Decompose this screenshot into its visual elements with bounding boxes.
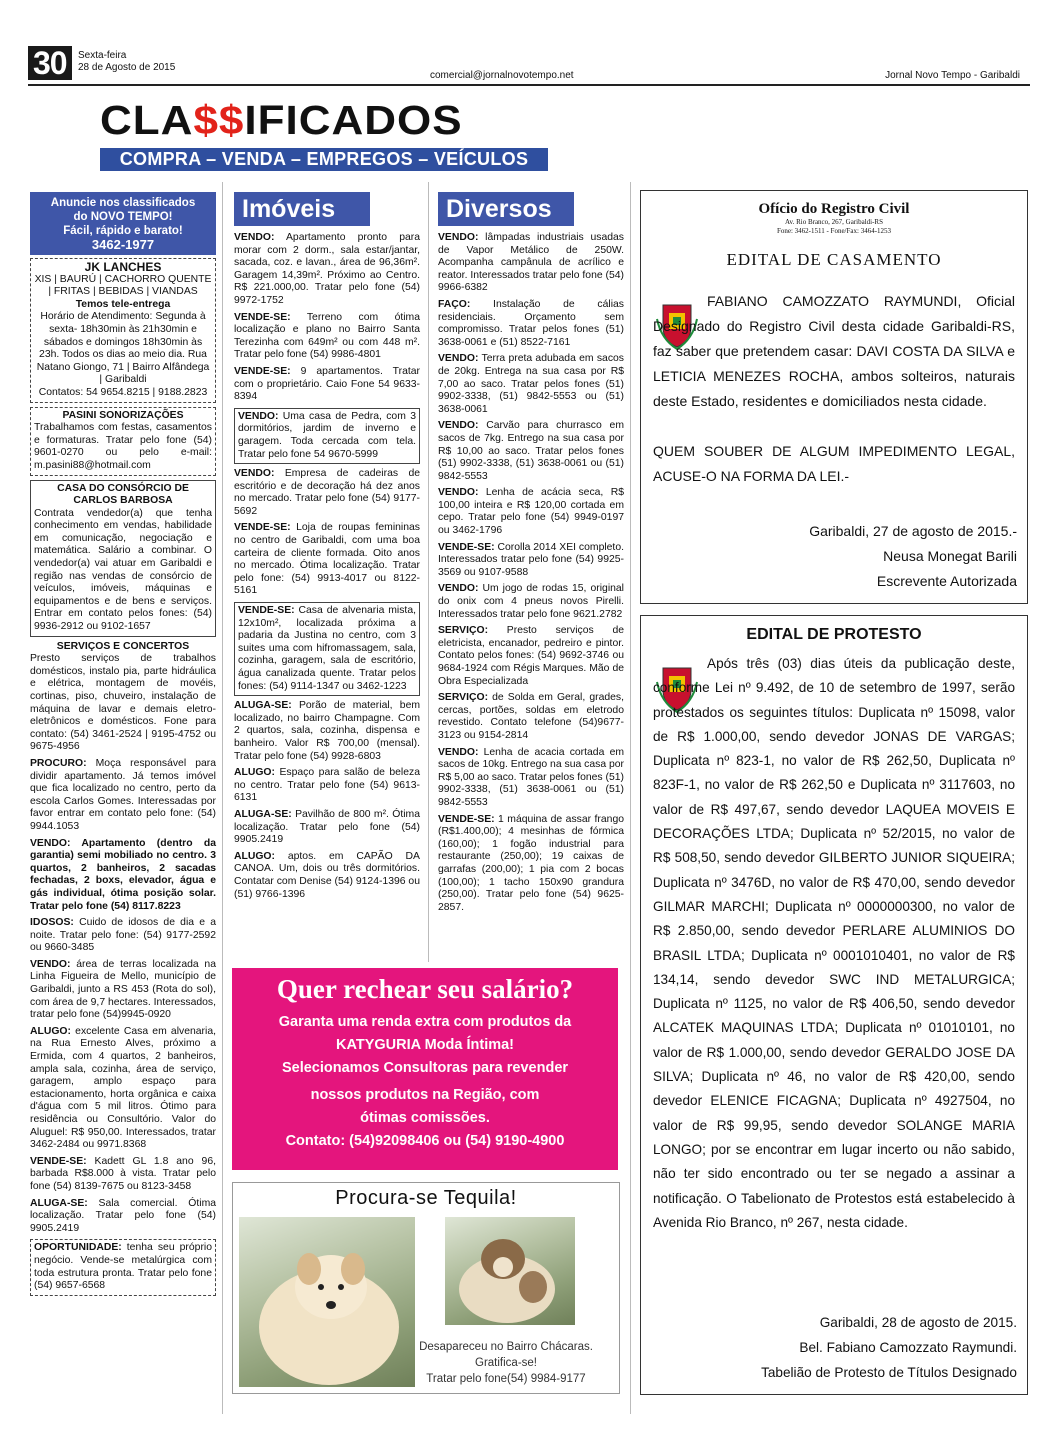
- weekday: Sexta-feira: [78, 50, 127, 61]
- item-key: ALUGA-SE:: [234, 808, 292, 820]
- classified-item: [30, 758, 216, 834]
- item-key: SERVIÇO:: [438, 625, 489, 637]
- classified-item: [234, 851, 420, 901]
- logo-part1: CLA: [100, 98, 194, 144]
- item-text: Porão de material, bem localizado, no bairro Champagne. Com 2 quartos, sala, cozinha, dispensa e banheiro. Valor R$ 700,00 (mensal). Tratar pelo fone (54) 9928-6803: [234, 700, 420, 762]
- pink-ad-title: Quer rechear seu salário?: [276, 974, 574, 1004]
- page-number: 30: [28, 46, 72, 80]
- classified-item: VENDO: Apartamento (dentro da garantia) semi mobiliado no centro. 3 quartos, 2 banheiros, 2 sacadas fechadas, 2 boxs, elevador, água e gás individual, ótima posição solar. Tratar pelo fone (54) 8117.8223: [30, 837, 216, 912]
- item-text: Moça responsável para dividir apartamento. Já temos imóvel que fica localizado no centro, perto da escola Carlos Gomes. Interessadas por favor entrar em contato pelo fone: (54) 9944.1053: [30, 757, 216, 832]
- item-key: VENDO:: [438, 353, 479, 365]
- item-key: OPORTUNIDADE:: [34, 1242, 122, 1254]
- dog-photo-1: [239, 1217, 415, 1387]
- classified-item: [438, 487, 624, 537]
- classified-item: [438, 747, 624, 810]
- pink-ad-line: KATYGURIA Moda Íntima!: [335, 1037, 515, 1053]
- column-1: [30, 192, 216, 1300]
- imoveis-list: [234, 232, 420, 901]
- jk-contact: Contatos: 54 9654.8215 | 9188.2823: [38, 386, 208, 398]
- ad-phone: 3462-1977: [91, 237, 155, 252]
- item-key: ALUGA-SE:: [234, 700, 292, 712]
- registro-phone: Fone: 3462-1511 - Fone/Fax: 3464-1253: [776, 227, 892, 235]
- item-key: VENDO:: [234, 232, 275, 243]
- item-text: de Solda em Geral, grades, cercas, portões, soldas em eletrodo revestido. Contato telefone (54)9677-3123 ou 9154-2814: [438, 692, 624, 741]
- edital-protesto-box: [640, 615, 1028, 1395]
- item-text: Carvão para churrasco em sacos de 7kg. Entrego na sua casa por R$ 10,00 ao saco. Tratar pelos fones (51) 9902-3338, (51) 3638-0061 ou (51) 9842-5553: [438, 420, 624, 482]
- item-key: IDOSOS:: [30, 917, 74, 929]
- servicos-title: SERVIÇOS E CONCERTOS: [56, 640, 190, 652]
- classified-item: [438, 299, 624, 349]
- classified-item: [30, 1239, 216, 1295]
- item-text: Instalação de cálias residenciais. Orçamento sem compromisso. Tratar pelos fones (51) 3638-0061 e (51) 8522-7161: [438, 298, 624, 348]
- consorcio-text: Contrata vendedor(a) que tenha conhecimento em vendas, habilidade em comunicação, negociação e matemática. Salário a combinar. O vendedor(a) vai atuar em Garibaldi e região nas vendas de consórcio de veículos, imóveis, máquinas e equipamentos e de bens e serviços. Entrar em contato pelos fones: (54) 9936-2912 ou 9102-1657: [34, 507, 212, 633]
- item-key: FAÇO:: [438, 298, 471, 310]
- protesto-date: Garibaldi, 28 de agosto de 2015.: [819, 1315, 1017, 1330]
- registro-address: Av. Rio Branco, 267, Garibaldi-RS: [785, 218, 883, 226]
- item-text: Sala comercial. Ótima localização. Tratar pelo fone (54) 9905.2419: [30, 1197, 216, 1234]
- item-text: Espaço para salão de beleza no centro. Tratar pelo fone (54) 9613-6131: [234, 767, 420, 804]
- imoveis-header: Imóveis: [234, 192, 370, 226]
- classified-item: [234, 232, 420, 308]
- item-key: ALUGA-SE:: [30, 1197, 88, 1209]
- item-text: Empresa de cadeiras de escritório e de decoração há dez anos no mercado. Tratar pelo fone (54) 9177-5692: [234, 468, 420, 517]
- item-key: VENDE-SE:: [234, 522, 291, 534]
- column-divider: [630, 182, 631, 1414]
- lost-dog-text: [399, 1339, 613, 1387]
- item-key: VENDE-SE:: [30, 1155, 87, 1167]
- lost-dog-title: Procura-se Tequila!: [335, 1187, 517, 1209]
- section-logo: [100, 98, 463, 144]
- dog-photo-1-drawing: [239, 1217, 415, 1387]
- katyguria-ad: [232, 968, 618, 1170]
- classified-item: [30, 917, 216, 955]
- classified-item: [438, 583, 624, 621]
- item-text: lâmpadas industriais usadas de Vapor Metálico de 250W. Acompanha campânula de acrílico e reator. Interessados tratar pelo fone (54) 9966-6382: [438, 232, 624, 294]
- classified-item: [30, 1156, 216, 1194]
- classified-item: [234, 602, 420, 696]
- item-text: Cuido de idosos de dia e a noite. Tratar pelo fone: (54) 9177-2592 ou 9660-3485: [30, 917, 216, 954]
- item-text: excelente Casa em alvenaria, na Rua Ernesto Alves, próximo a Ermida, com 4 quartos, 2 banheiros, ampla sala, cozinha, área de serviço, garagem, amplo espaço para estacionamento, horta orgânica e caixa d'água com 5 mil litros. Ótimo para residência ou Consultório. Valor do Aluguel: R$ 950,00. Interessados, tratar 3462-2484 ou 9971.8368: [30, 1025, 216, 1151]
- item-text: Terra preta adubada em sacos de 20kg. Entrega na sua casa por R$ 7,00 ao saco. Tratar pelos fones (51) 9902-3338, (51) 9842-5553 ou (51) 3638-0061: [438, 353, 624, 415]
- logo-part2: IFICADOS: [244, 98, 463, 144]
- header-date: [78, 50, 175, 74]
- item-key: VENDO:: [438, 232, 479, 243]
- lost-dog-line: Desapareceu no Bairro Chácaras.: [419, 1341, 593, 1353]
- jk-items: XIS | BAURÚ | CACHORRO QUENTE | FRITAS | BEBIDAS | VIANDAS: [34, 273, 212, 298]
- classified-item: [234, 767, 420, 805]
- edital-protesto-text: Após três (03) dias úteis da publicação deste, conforme Lei nº 9.492, de 10 de setembro de 1997, serão protestados os seguintes títulos: Duplicata nº 15098, valor de R$ 1.000,00, sendo devedor JONAS DE VARGAS; Duplicata nº 823-1, no valor de R$ 262,50, Duplicata nº 823F-1, no valor de R$ 262,50 e Duplicata nº 3117603, no valor de R$ 497,67, sendo devedor LAQUEA MOVEIS E DECORAÇÕES LTDA; Duplicata nº 52/2015, no valor de R$ 508,50, sendo devedor GILBERTO JUNIOR SIQUEIRA; Duplicata nº 3476D, no valor de R$ 470,00, sendo devedor GILMAR MARCHI; Duplicata nº 0000000300, no valor de R$ 2.850,00, sendo devedor PERLARE ALUMINIOS DO BRASIL LTDA; Duplicata nº 0001010401, no valor de R$ 134,14, sendo devedor SWC IND METALURGICA; Duplicata nº 1125, no valor de R$ 406,50, sendo devedor ALCATEK MAQUINAS LTDA; Duplicata nº 01010101, no valor de R$ 1.000,00, sendo devedor GERALDO JOSE DA SILVA; Duplicata nº 46, no valor de R$ 420,00, sendo devedor ELENICE FICAGNA; Duplicata nº 4927504, no valor de R$ 99,95, sendo devedor SOLANGE MARIA LONGO; por se encontrar em lugar incerto ou não sabido, não ter sido encontrado ou ter se negado a assinar a notificação. O Tabelionato de Protestos está estabelecido à Avenida Rio Branco, nº 267, nesta cidade.: [653, 656, 1015, 1230]
- jk-lanches-ad: [30, 258, 216, 403]
- item-key: VENDO:: [438, 583, 479, 595]
- item-text: Casa de alvenaria mista, 12x10m², localizada próxima a padaria da Justina no centro, com 3 suites uma com hifromassagem, sala, cozinha, garagem, sala de escritório, água canalizada quente. Tratar pelos fones: (54) 9114-1347 ou 3462-1223: [238, 605, 416, 692]
- edital-protesto-title: EDITAL DE PROTESTO: [746, 626, 922, 643]
- item-text: 1 máquina de assar frango (R$1.400,00); 4 mesinhas de fórmica (160,00); 1 fogão industrial para restaurante (250,00); 19 caixas de garrafas (200,00); 1 pia com 2 bocas (100,00); 1 tacho 150x90 grandura (250,00). Tratar pelo fone (54) 9625-2857.: [438, 813, 624, 913]
- consorcio-title: CASA DO CONSÓRCIO DE CARLOS BARBOSA: [57, 482, 189, 507]
- jk-tele: Temos tele-entrega: [75, 298, 171, 310]
- item-key: ALUGO:: [234, 850, 275, 862]
- servicos-text: Presto serviços de trabalhos domésticos, instalo pia, parte hidráulica e elétrica, montagem de movéis, cortinas, piso, chuveiro, instalação de máquina de lavar e demais eletro-eletrônicos e domésticos. Fone para contato: (54) 3461-2524 | 9195-4752 ou 9675-4956: [30, 653, 216, 753]
- servicos-ad: [30, 641, 216, 754]
- item-key: ALUGO:: [234, 767, 275, 779]
- item-text: Um jogo de rodas 15, original do onix com 4 pneus novos Pirelli. Interessados tratar pelo fone 9621.2782: [438, 583, 624, 620]
- edital-casamento-text: FABIANO CAMOZZATO RAYMUNDI, Oficial Designado do Registro Civil desta cidade Garibaldi-RS, faz saber que pretendem casar: DAVI COSTA DA SILVA e LETICIA MENEZES ROCHA, ambos solteiros, naturais deste Estado, residentes e domiciliados nesta cidade.: [653, 293, 1015, 409]
- classified-item: [438, 692, 624, 742]
- item-text: 9 apartamentos. Tratar com o proprietário. Caio Fone 54 9633-8394: [234, 365, 420, 403]
- item-key: VENDE-SE:: [238, 605, 295, 617]
- item-key: VENDO:: [438, 746, 479, 758]
- ad-line: Fácil, rápido e barato!: [63, 225, 183, 237]
- dog-photo-2-drawing: [445, 1217, 575, 1325]
- ad-line: do NOVO TEMPO!: [73, 211, 173, 223]
- item-key: VENDE-SE:: [234, 311, 291, 323]
- item-key: PROCURO:: [30, 757, 87, 769]
- classified-item: [438, 232, 624, 295]
- consorcio-ad: [30, 480, 216, 637]
- protesto-signer: Bel. Fabiano Camozzato Raymundi.: [799, 1340, 1017, 1355]
- classified-item: [234, 700, 420, 763]
- diversos-list: [438, 232, 624, 914]
- classified-item: [234, 312, 420, 362]
- item-key: VENDO:: [30, 958, 71, 970]
- pasini-title: PASINI SONORIZAÇÕES: [62, 409, 184, 421]
- edital-casamento-box: [640, 190, 1028, 604]
- classified-item: [30, 1026, 216, 1152]
- item-text: Corolla 2014 XEI completo. Interessados tratar pelo fone (54) 9925-3569 ou 9107-9588: [438, 541, 624, 578]
- item-key: SERVIÇO:: [438, 692, 489, 704]
- pink-ad-line: Selecionamos Consultoras para revender: [281, 1060, 569, 1076]
- item-key: ALUGO:: [30, 1025, 71, 1037]
- pasini-text: Trabalhamos com festas, casamentos e formaturas. Tratar pelo fone (54) 9601-0270 ou pelo e-mail: m.pasini88@hotmail.com: [34, 422, 212, 471]
- pink-ad-line: Garanta uma renda extra com produtos da: [278, 1014, 572, 1030]
- lost-dog-ad: [232, 1182, 620, 1394]
- item-key: VENDO:: [438, 420, 479, 432]
- date: 28 de Agosto de 2015: [78, 62, 176, 73]
- item-text: área de terras localizada na Linha Figueira de Mello, município de Garibaldi, junto a RS 453 (Rota do sol), com área de 9,7 hectares. Interessados, tratar pelo fone (54)9945-0920: [30, 958, 216, 1021]
- item-key: VENDO:: [238, 410, 279, 422]
- header-paper-name: Jornal Novo Tempo - Garibaldi: [885, 70, 1020, 81]
- classified-item: [438, 625, 624, 688]
- item-key: VENDE-SE:: [234, 365, 291, 377]
- edital-casamento-title: EDITAL DE CASAMENTO: [726, 250, 942, 269]
- classified-item: [234, 522, 420, 598]
- item-text: Pavilhão de 800 m². Ótima localização. Tratar pelo fone (54) 9905.2419: [234, 808, 420, 846]
- item-text: Uma casa de Pedra, com 3 dormitórios, jardim de inverno e garagem. Toda cercada com tela. Tratar pelo fone 54 9670-5999: [238, 410, 416, 460]
- item-key: VENDE-SE:: [438, 813, 495, 825]
- section-subtitle: COMPRA – VENDA – EMPREGOS – VEÍCULOS: [100, 148, 548, 171]
- dog-photo-2: [445, 1217, 575, 1325]
- item-text: Loja de roupas femininas no centro de Garibaldi, com uma boa carteira de cliente formada. Oito anos no mercado. Ótima localização. Tratar pelo fone: (54) 9913-4017 ou 8122-5161: [234, 522, 420, 597]
- column-diversos: [438, 192, 624, 918]
- header-rule: [28, 84, 1030, 86]
- jk-hours: Horário de Atendimento: Segunda à sexta- 18h30min às 21h30min e sábados e domingos 18h30min às 23h. Todos os dias ao meio dia. Rua Natano Giongo, 71 | Bairro Alfândega | Garibaldi: [36, 311, 210, 386]
- logo-dollars: $$: [193, 98, 245, 144]
- classified-item: [438, 542, 624, 580]
- edital-protesto-signature: [761, 1310, 1017, 1385]
- classified-item: [438, 420, 624, 483]
- classified-item: [234, 809, 420, 847]
- item-key: VENDE-SE:: [438, 541, 495, 553]
- pasini-ad: [30, 407, 216, 476]
- edital-date: Garibaldi, 27 de agosto de 2015.-: [809, 523, 1017, 539]
- column-imoveis: [234, 192, 420, 905]
- column-divider: [428, 182, 429, 962]
- classified-item: [234, 468, 420, 518]
- classified-item: [30, 1198, 216, 1236]
- item-text: Kadett GL 1.8 ano 96, barbada R$8.000 à vista. Tratar pelo fone (54) 8139-7675 ou 8123-3458: [30, 1155, 216, 1192]
- advertise-banner: [30, 192, 216, 255]
- protesto-signer-role: Tabelião de Protesto de Títulos Designado: [761, 1365, 1017, 1380]
- item-text: Apartamento pronto para morar com 2 dorm., sala estar/jantar, sacada, coz. e lavan., área de 96,36m². Garagem 14,39m². Próximo ao Centro. R$ 221.000,00. Tratar pelo fone (54) 9972-1752: [234, 232, 420, 306]
- diversos-header: Diversos: [438, 192, 574, 226]
- column-divider: [222, 182, 223, 1414]
- edital-casamento-warning: QUEM SOUBER DE ALGUM IMPEDIMENTO LEGAL, ACUSE-O NA FORMA DA LEI.-: [653, 443, 1015, 484]
- item-text: Presto serviços de eletricista, encanador, pedreiro e pintor. Contato pelos fones: (54) 9692-3746 ou 9684-1924 com Régis Marques. Mão de Obra Especializada: [438, 625, 624, 687]
- classified-item: [234, 408, 420, 464]
- pink-ad-line: nossos produtos na Região, com: [310, 1087, 540, 1103]
- pink-ad-line: ótimas comissões.: [360, 1110, 490, 1126]
- pink-ad-contact: Contato: (54)92098406 ou (54) 9190-4900: [285, 1133, 565, 1149]
- jk-title: JK LANCHES: [84, 260, 162, 274]
- classified-item: [30, 959, 216, 1022]
- classified-item: [438, 353, 624, 416]
- item-text: tenha seu próprio negócio. Vende-se metalúrgica com toda estrutura pronta. Tratar pelo fone (54) 9657-6568: [34, 1242, 212, 1292]
- signer-name: Neusa Monegat Barili: [883, 548, 1017, 564]
- lost-dog-line: Tratar pelo fone(54) 9984-9177: [426, 1373, 586, 1385]
- classified-item: [438, 814, 624, 915]
- item-text: Lenha de acacia cortada em sacos de 10kg. Entrego na sua casa por R$ 5,00 ao saco. Tratar pelos fones (51) 9902-3338, (51) 3638-0061 ou (51) 9842-5553: [438, 746, 624, 808]
- item-key: VENDO:: [234, 468, 275, 480]
- edital-casamento-signature: [809, 519, 1017, 594]
- item-key: VENDO:: [438, 487, 479, 499]
- item-text: Lenha de acácia seca, R$ 100,00 inteira e R$ 120,00 cortada em cepo. Tratar pelo fone (54) 9949-0197 ou 3462-1796: [438, 487, 624, 537]
- registro-office: Ofício do Registro Civil: [758, 201, 910, 217]
- header-email[interactable]: comercial@jornalnovotempo.net: [430, 70, 574, 81]
- classified-item: [234, 366, 420, 404]
- item-text: aptos. em CAPÃO DA CANOA. Um, dois ou três dormitórios. Contatar com Denise (54) 9124-1396 ou (51) 9766-1396: [234, 850, 420, 900]
- lost-dog-line: Gratifica-se!: [475, 1357, 537, 1369]
- item-text: Terreno com ótima localização e plano no Bairro Santa Terezinha com 649m² ou com 448 m². Tratar pelo fone (54) 9986-4801: [234, 311, 420, 361]
- ad-line: Anuncie nos classificados: [50, 197, 196, 209]
- signer-role: Escrevente Autorizada: [876, 573, 1017, 589]
